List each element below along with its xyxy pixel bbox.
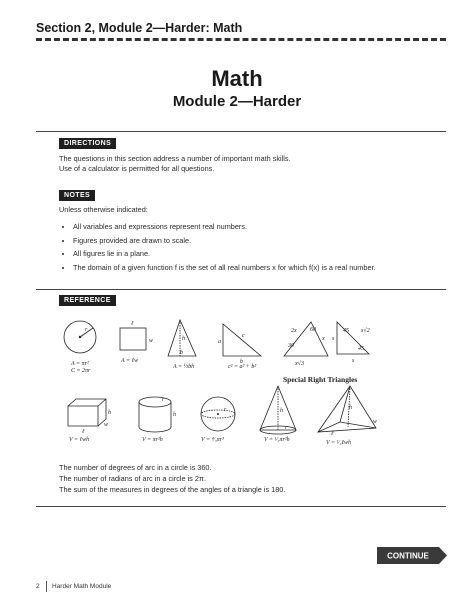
svg-text:h: h <box>349 405 352 411</box>
svg-text:A = πr²: A = πr² <box>71 361 89 367</box>
notes-item: • All variables and expressions represent real numbers. <box>73 222 413 233</box>
cylinder-figure <box>139 397 171 407</box>
cone-figure <box>260 386 296 430</box>
svg-text:b: b <box>240 359 243 365</box>
notes-list <box>59 222 413 273</box>
continue-label: CONTINUE <box>387 551 429 561</box>
reference-tag: REFERENCE <box>59 295 116 306</box>
svg-text:x: x <box>322 336 325 342</box>
footer-page-number: 2 <box>36 583 40 590</box>
svg-text:s: s <box>352 358 355 364</box>
reference-figures <box>58 310 403 460</box>
reference-fact: The sum of the measures in degrees of the angles of a triangle is 180. <box>59 485 286 494</box>
svg-text:h: h <box>280 408 283 414</box>
page-subtitle: Module 2—Harder <box>172 93 302 110</box>
svg-text:C = 2πr: C = 2πr <box>71 368 91 374</box>
page-title: Math <box>211 66 263 91</box>
reference-bottom-divider <box>36 506 446 507</box>
directions-tag: DIRECTIONS <box>59 138 116 149</box>
section-header: Section 2, Module 2—Harder: Math <box>36 21 243 35</box>
svg-text:2x: 2x <box>291 328 297 334</box>
svg-text:r: r <box>85 327 88 333</box>
notes-item: • Figures provided are drawn to scale. <box>73 236 413 247</box>
svg-text:c² = a² + b²: c² = a² + b² <box>228 364 257 370</box>
pyramid-figure <box>318 386 376 432</box>
svg-text:A = ½bh: A = ½bh <box>173 364 195 370</box>
svg-text:V = ⁴⁄₃πr³: V = ⁴⁄₃πr³ <box>201 437 224 443</box>
svg-text:45: 45 <box>358 346 364 352</box>
svg-text:ℓ: ℓ <box>331 431 334 437</box>
special-right-triangles-title: Special Right Triangles <box>283 375 358 384</box>
footer-module-name: Harder Math Module <box>52 583 112 590</box>
svg-text:h: h <box>173 412 176 418</box>
continue-button[interactable] <box>377 547 447 564</box>
reference-fact: The number of radians of arc in a circle is 2π. <box>59 474 206 483</box>
svg-text:a: a <box>218 339 221 345</box>
svg-text:w: w <box>104 422 109 428</box>
svg-text:r: r <box>285 425 288 431</box>
svg-text:30: 30 <box>288 343 294 349</box>
svg-text:w: w <box>373 419 378 425</box>
notes-intro: Unless otherwise indicated: <box>59 205 148 214</box>
svg-text:r: r <box>162 397 165 403</box>
svg-text:s√2: s√2 <box>361 328 370 334</box>
directions-line-1: The questions in this section address a number of important math skills. <box>59 154 291 163</box>
footer-separator <box>46 581 47 592</box>
svg-text:V = ¹⁄₃πr²h: V = ¹⁄₃πr²h <box>264 437 290 443</box>
notes-tag: NOTES <box>59 190 95 201</box>
svg-text:V = ¹⁄₃ℓwh: V = ¹⁄₃ℓwh <box>326 440 351 446</box>
svg-text:x√3: x√3 <box>295 361 304 367</box>
svg-text:45: 45 <box>343 328 349 334</box>
svg-text:s: s <box>332 336 335 342</box>
header-divider <box>36 38 446 41</box>
reference-divider <box>36 289 446 290</box>
directions-divider <box>36 131 446 132</box>
directions-line-2: Use of a calculator is permitted for all questions. <box>59 164 215 173</box>
svg-text:h: h <box>182 336 185 342</box>
svg-text:w: w <box>149 338 154 344</box>
svg-text:h: h <box>108 410 111 416</box>
notes-item: • The domain of a given function f is the set of all real numbers x for which f(x) is a real number. <box>73 263 413 274</box>
svg-text:V = πr²h: V = πr²h <box>142 437 163 443</box>
svg-text:r: r <box>224 407 227 413</box>
svg-text:ℓ: ℓ <box>82 429 85 435</box>
svg-text:c: c <box>242 333 245 339</box>
rectangle-figure <box>120 328 146 350</box>
svg-text:V = ℓwh: V = ℓwh <box>69 437 90 443</box>
svg-text:b: b <box>180 350 183 356</box>
triangle-45-45-90 <box>337 322 369 354</box>
svg-text:A = ℓw: A = ℓw <box>121 358 139 364</box>
reference-fact: The number of degrees of arc in a circle is 360. <box>59 463 212 472</box>
notes-item: • All figures lie in a plane. <box>73 249 413 260</box>
svg-text:60: 60 <box>310 327 316 333</box>
right-triangle-figure <box>223 324 261 356</box>
svg-text:ℓ: ℓ <box>131 321 134 327</box>
box-figure <box>68 406 98 426</box>
